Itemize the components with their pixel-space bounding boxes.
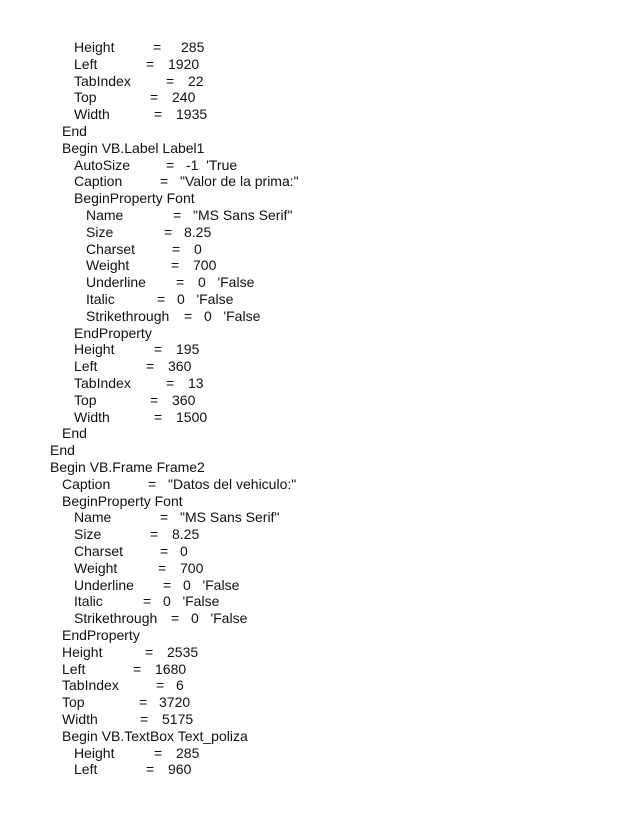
code-equals: = bbox=[171, 257, 180, 274]
code-keyword: Strikethrough bbox=[74, 610, 158, 627]
code-value: 285 bbox=[176, 744, 200, 761]
code-line bbox=[0, 493, 638, 510]
code-keyword: Size bbox=[74, 526, 102, 543]
code-keyword: Left bbox=[74, 761, 98, 778]
code-value: 1935 bbox=[176, 106, 208, 123]
code-value: 1500 bbox=[176, 408, 208, 425]
code-value: 240 bbox=[172, 89, 196, 106]
code-value: 1920 bbox=[168, 55, 200, 72]
code-value: 195 bbox=[176, 341, 200, 358]
code-value: 285 bbox=[181, 39, 205, 55]
code-line bbox=[0, 39, 638, 56]
code-value: 700 bbox=[193, 257, 217, 274]
code-keyword: Top bbox=[62, 694, 85, 711]
code-value: 3720 bbox=[159, 694, 191, 711]
code-line bbox=[0, 476, 638, 493]
code-line bbox=[0, 543, 638, 560]
code-line bbox=[0, 661, 638, 678]
code-keyword: EndProperty bbox=[62, 627, 140, 643]
code-keyword: End bbox=[62, 123, 87, 139]
code-value: 0 bbox=[194, 240, 202, 257]
code-line bbox=[0, 325, 638, 342]
code-keyword: Width bbox=[74, 106, 110, 123]
code-equals: = bbox=[150, 89, 159, 106]
code-keyword: Begin VB.TextBox Text_poliza bbox=[62, 727, 248, 744]
code-value: 8.25 bbox=[172, 526, 200, 543]
code-equals: = bbox=[154, 744, 163, 761]
code-value: 2535 bbox=[167, 643, 199, 660]
code-line bbox=[0, 509, 638, 526]
code-equals: = bbox=[156, 677, 165, 694]
code-line bbox=[0, 577, 638, 594]
code-value: 0 'False bbox=[191, 610, 248, 627]
code-keyword: Size bbox=[86, 223, 114, 240]
code-keyword: Width bbox=[62, 711, 98, 727]
code-keyword: TabIndex bbox=[74, 72, 131, 89]
code-line bbox=[0, 291, 638, 308]
code-equals: = bbox=[143, 593, 152, 610]
code-keyword: Begin VB.Label Label1 bbox=[62, 139, 205, 156]
code-equals: = bbox=[160, 173, 169, 190]
code-line bbox=[0, 610, 638, 627]
code-equals: = bbox=[153, 39, 162, 55]
code-equals: = bbox=[176, 274, 185, 291]
code-keyword: Italic bbox=[74, 593, 103, 610]
code-keyword: Left bbox=[62, 660, 86, 677]
code-keyword: Strikethrough bbox=[86, 307, 170, 324]
code-keyword: Width bbox=[74, 408, 110, 425]
code-value: 0 'False bbox=[183, 576, 240, 593]
code-line bbox=[0, 257, 638, 274]
code-keyword: Height bbox=[74, 744, 115, 761]
code-keyword: End bbox=[62, 425, 87, 442]
code-line bbox=[0, 644, 638, 661]
code-line bbox=[0, 627, 638, 644]
code-equals: = bbox=[166, 375, 175, 391]
code-keyword: Left bbox=[74, 55, 98, 72]
code-value: 0 'False bbox=[198, 274, 255, 291]
code-value: 960 bbox=[168, 761, 192, 778]
code-equals: = bbox=[146, 358, 155, 375]
code-keyword: Height bbox=[74, 39, 115, 55]
code-equals: = bbox=[154, 341, 163, 358]
code-line bbox=[0, 241, 638, 258]
code-equals: = bbox=[160, 543, 169, 559]
code-equals: = bbox=[164, 223, 173, 240]
code-value: "MS Sans Serif" bbox=[193, 207, 293, 223]
code-line bbox=[0, 308, 638, 325]
code-line bbox=[0, 526, 638, 543]
code-keyword: Underline bbox=[74, 576, 134, 593]
code-line bbox=[0, 89, 638, 106]
code-line bbox=[0, 73, 638, 90]
code-keyword: EndProperty bbox=[74, 324, 152, 341]
code-keyword: AutoSize bbox=[74, 156, 131, 173]
code-line bbox=[0, 224, 638, 241]
code-line bbox=[0, 375, 638, 392]
code-line bbox=[0, 593, 638, 610]
code-value: 0 bbox=[180, 543, 188, 559]
code-equals: = bbox=[154, 408, 163, 425]
code-line bbox=[0, 190, 638, 207]
code-keyword: Caption bbox=[74, 173, 123, 190]
code-value: 8.25 bbox=[184, 223, 212, 240]
code-line bbox=[0, 677, 638, 694]
code-value: 360 bbox=[168, 358, 192, 375]
code-equals: = bbox=[140, 711, 149, 727]
code-keyword: Underline bbox=[86, 274, 146, 291]
code-equals: = bbox=[171, 610, 180, 627]
code-line bbox=[0, 341, 638, 358]
code-equals: = bbox=[157, 291, 166, 307]
code-keyword: End bbox=[50, 442, 75, 459]
code-line bbox=[0, 728, 638, 745]
code-line bbox=[0, 425, 638, 442]
code-line bbox=[0, 409, 638, 426]
code-value: 360 bbox=[172, 391, 196, 408]
code-equals: = bbox=[158, 559, 167, 576]
code-equals: = bbox=[163, 576, 172, 593]
code-keyword: Begin VB.Frame Frame2 bbox=[50, 459, 205, 475]
code-value: "MS Sans Serif" bbox=[180, 509, 280, 526]
code-equals: = bbox=[166, 72, 175, 89]
code-value: "Datos del vehiculo:" bbox=[168, 475, 297, 492]
code-line bbox=[0, 459, 638, 476]
code-keyword: Weight bbox=[86, 257, 130, 274]
code-line bbox=[0, 761, 638, 778]
code-line bbox=[0, 207, 638, 224]
code-value: 0 'False bbox=[204, 307, 261, 324]
code-line bbox=[0, 140, 638, 157]
code-keyword: Left bbox=[74, 358, 98, 375]
code-value: 700 bbox=[180, 559, 204, 576]
code-equals: = bbox=[146, 761, 155, 778]
code-line bbox=[0, 711, 638, 728]
code-keyword: BeginProperty Font bbox=[62, 492, 183, 509]
code-line bbox=[0, 56, 638, 73]
code-line bbox=[0, 560, 638, 577]
code-keyword: Name bbox=[74, 509, 112, 526]
code-keyword: TabIndex bbox=[62, 677, 119, 694]
code-equals: = bbox=[173, 207, 182, 223]
code-equals: = bbox=[154, 106, 163, 123]
code-keyword: Italic bbox=[86, 291, 115, 307]
code-keyword: Name bbox=[86, 207, 124, 223]
code-equals: = bbox=[160, 509, 169, 526]
code-equals: = bbox=[166, 156, 175, 173]
code-line bbox=[0, 157, 638, 174]
code-line bbox=[0, 358, 638, 375]
code-line bbox=[0, 106, 638, 123]
code-keyword: BeginProperty Font bbox=[74, 190, 195, 207]
code-keyword: Top bbox=[74, 89, 97, 106]
code-equals: = bbox=[148, 475, 157, 492]
code-keyword: Charset bbox=[86, 240, 136, 257]
code-equals: = bbox=[184, 307, 193, 324]
code-value: 0 'False bbox=[163, 593, 220, 610]
code-value: 6 bbox=[176, 677, 184, 694]
code-keyword: Height bbox=[62, 643, 103, 660]
code-equals: = bbox=[150, 391, 159, 408]
code-line bbox=[0, 442, 638, 459]
code-line bbox=[0, 173, 638, 190]
code-line bbox=[0, 123, 638, 140]
code-value: "Valor de la prima:" bbox=[180, 173, 299, 190]
code-line bbox=[0, 392, 638, 409]
code-line bbox=[0, 274, 638, 291]
code-value: -1 'True bbox=[186, 156, 238, 173]
code-value: 1680 bbox=[155, 660, 187, 677]
code-keyword: Caption bbox=[62, 475, 111, 492]
code-value: 13 bbox=[188, 375, 204, 391]
code-keyword: Weight bbox=[74, 559, 118, 576]
code-equals: = bbox=[150, 526, 159, 543]
code-equals: = bbox=[146, 55, 155, 72]
code-line bbox=[0, 694, 638, 711]
code-line bbox=[0, 745, 638, 762]
code-keyword: TabIndex bbox=[74, 375, 131, 391]
code-equals: = bbox=[172, 240, 181, 257]
code-equals: = bbox=[145, 643, 154, 660]
code-value: 22 bbox=[188, 72, 204, 89]
code-equals: = bbox=[133, 660, 142, 677]
code-value: 5175 bbox=[162, 711, 194, 727]
code-equals: = bbox=[139, 694, 148, 711]
code-value: 0 'False bbox=[177, 291, 234, 307]
code-keyword: Top bbox=[74, 391, 97, 408]
code-keyword: Height bbox=[74, 341, 115, 358]
code-keyword: Charset bbox=[74, 543, 124, 559]
